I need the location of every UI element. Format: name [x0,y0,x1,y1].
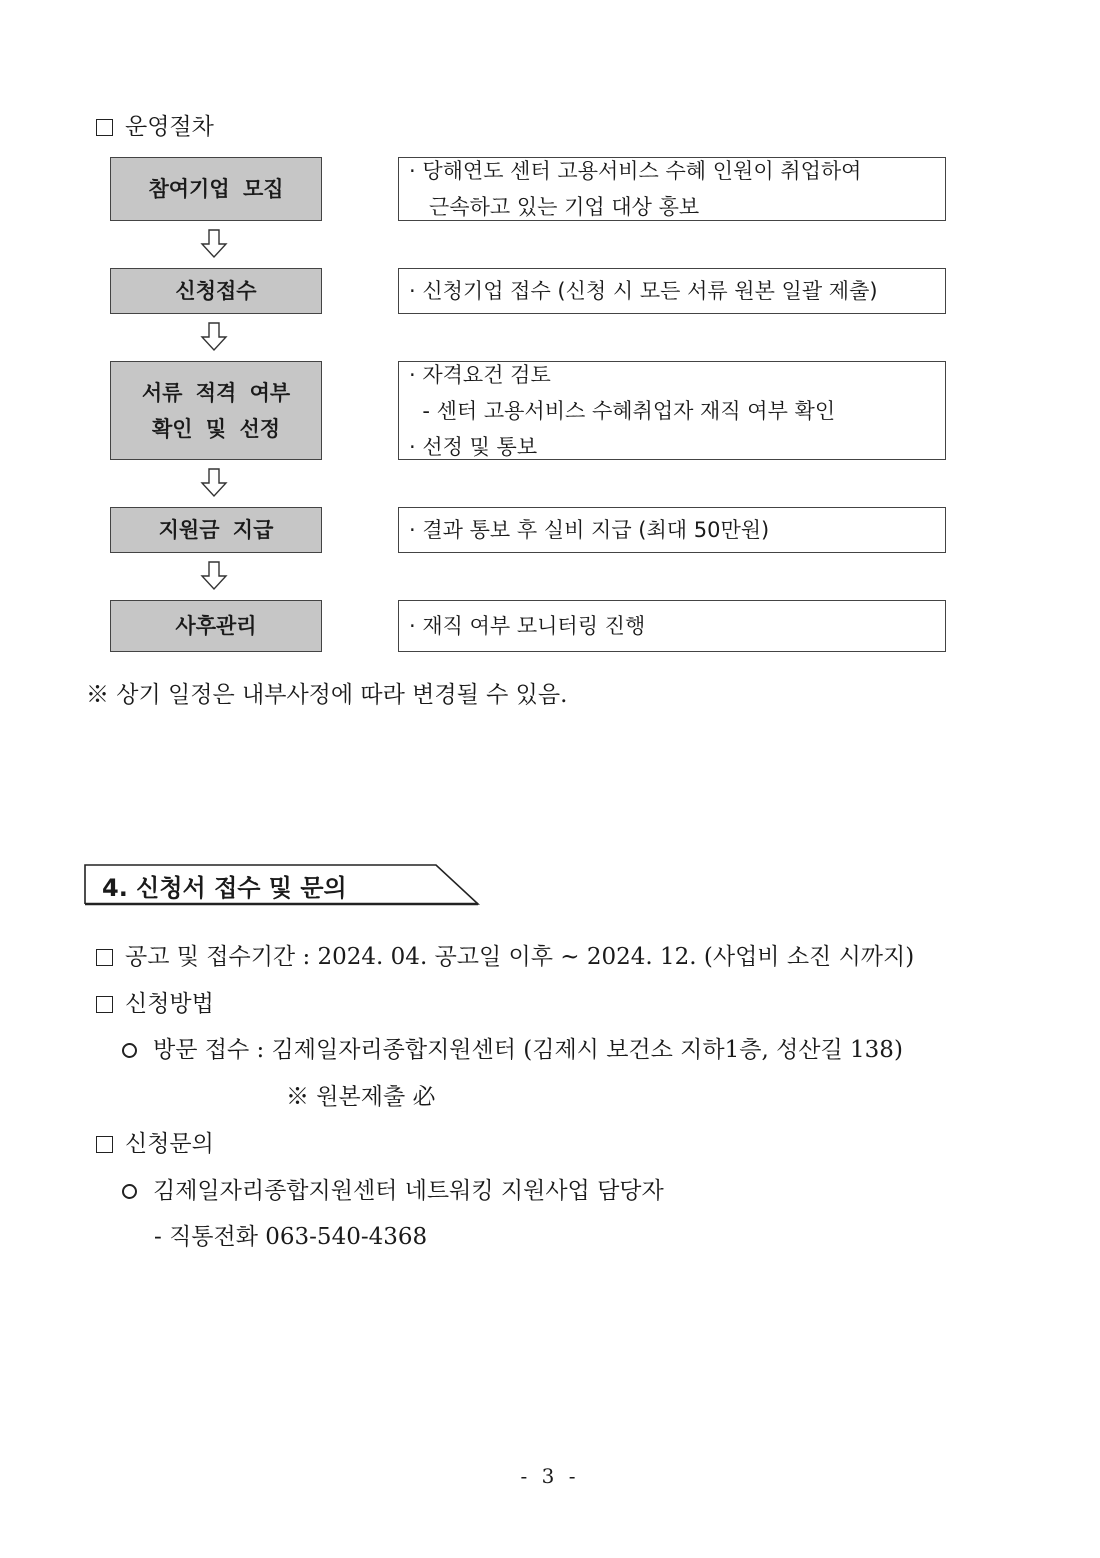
down-arrow-icon [200,229,228,259]
down-arrow-icon [200,561,228,591]
desc-line: · 신청기업 접수 (신청 시 모든 서류 원본 일괄 제출) [409,279,878,303]
down-arrow-icon [200,322,228,352]
method-visit-text: 방문 접수 : 김제일자리종합지원센터 (김제시 보건소 지하1층, 성산길 138) [153,1037,903,1063]
page-number: - 3 - [520,1464,580,1488]
step-label: 확인 및 선정 [151,416,281,441]
step-label: 신청접수 [175,279,257,303]
step-payment-box [110,507,322,553]
step-label: 참여기업 모집 [148,177,284,201]
method-heading [96,985,214,1018]
method-heading-text: 신청방법 [125,991,214,1017]
desc-line: · 재직 여부 모니터링 진행 [409,614,646,638]
checkbox-square-icon [96,119,113,136]
step-recruit-desc [398,157,946,221]
checkbox-square-icon [96,949,113,966]
checkbox-square-icon [96,996,113,1013]
step-recruit-box [110,157,322,221]
circle-bullet-icon [122,1043,137,1058]
original-note: ※ 원본제출 必 [286,1084,436,1110]
desc-line: · 당해연도 센터 고용서비스 수혜 인원이 취업하여 [409,159,862,183]
desc-line: · 결과 통보 후 실비 지급 (최대 50만원) [409,518,770,542]
desc-line: · 선정 및 통보 [409,434,538,459]
inquiry-contact-text: 김제일자리종합지원센터 네트워킹 지원사업 담당자 [153,1178,664,1204]
desc-line: · 자격요건 검토 [409,362,551,387]
inquiry-heading-text: 신청문의 [125,1131,214,1157]
desc-line: 근속하고 있는 기업 대상 홍보 [409,195,700,219]
circle-bullet-icon [122,1184,137,1199]
step-label: 서류 적격 여부 [141,380,291,405]
step-payment-desc [398,507,946,553]
step-application-box [110,268,322,314]
checkbox-square-icon [96,1136,113,1153]
inquiry-contact-line [122,1172,664,1205]
step-review-desc [398,361,946,460]
step-followup-box [110,600,322,652]
step-application-desc [398,268,946,314]
period-text: 공고 및 접수기간 : 2024. 04. 공고일 이후 ~ 2024. 12. (사업비 소진 시까지) [125,944,915,970]
step-label: 사후관리 [175,614,257,638]
section-4-title: 4. 신청서 접수 및 문의 [102,874,347,902]
schedule-note: ※ 상기 일정은 내부사정에 따라 변경될 수 있음. [86,682,568,708]
phone-line: - 직통전화 063-540-4368 [154,1224,428,1250]
inquiry-heading [96,1125,214,1158]
procedure-heading [96,108,214,141]
down-arrow-icon [200,468,228,498]
step-followup-desc [398,600,946,652]
step-label: 지원금 지급 [158,518,274,542]
procedure-heading-text: 운영절차 [125,114,214,140]
step-review-box [110,361,322,460]
period-line [96,938,914,971]
section-4-title-box [84,864,480,906]
method-visit-line [122,1031,903,1064]
desc-line: - 센터 고용서비스 수혜취업자 재직 여부 확인 [409,398,836,423]
